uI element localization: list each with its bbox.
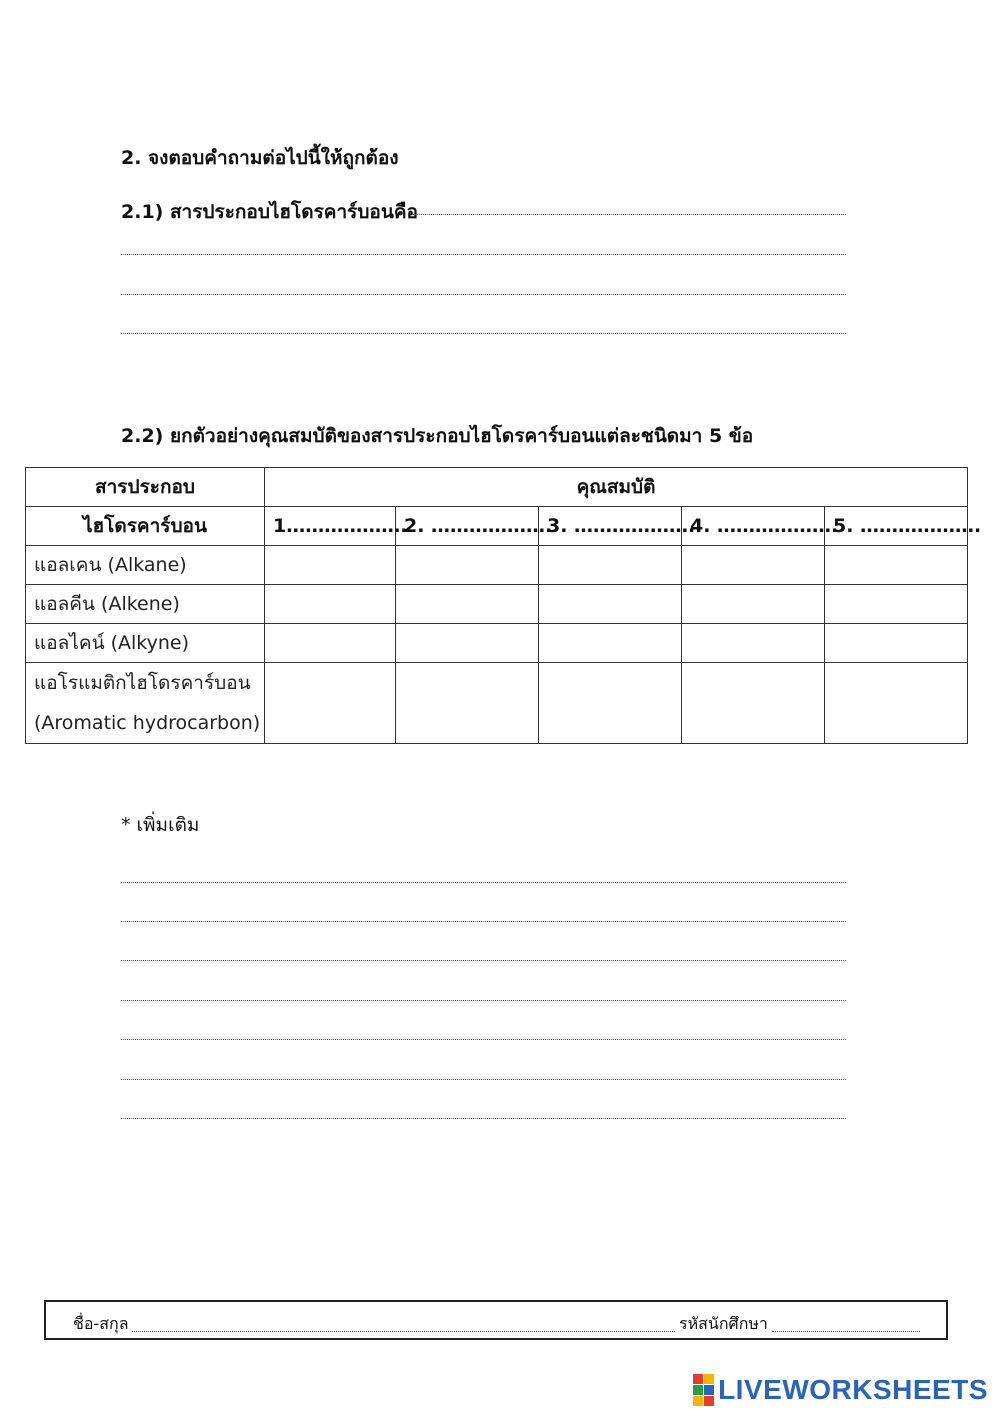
notes-line-1[interactable] [121,882,846,883]
answer-cell[interactable] [825,624,968,663]
answer-cell[interactable] [396,663,539,744]
properties-table [25,467,982,744]
liveworksheets-logo [693,1374,988,1406]
name-field[interactable] [132,1331,675,1332]
answer-cell[interactable] [396,585,539,624]
answer-cell[interactable] [682,585,825,624]
row-label-aromatic-thai: แอโรแมติกไฮโดรคาร์บอน [34,672,251,694]
question-2-2-label: 2.2) ยกตัวอย่างคุณสมบัติของสารประกอบไฮโดรคาร์บอนแต่ละชนิดมา 5 ข้อ [121,425,754,447]
row-label-alkene: แอลคีน (Alkene) [26,585,265,624]
question-title: 2. จงตอบคำถามต่อไปนี้ให้ถูกต้อง [121,147,399,169]
answer-line-2-1-a[interactable] [121,254,846,255]
table-row [26,546,968,585]
notes-line-3[interactable] [121,960,846,961]
answer-cell[interactable] [682,624,825,663]
answer-line-2-1-c[interactable] [121,333,846,334]
name-label: ชื่อ-สกุล [73,1314,129,1333]
row-label-alkane: แอลเคน (Alkane) [26,546,265,585]
row-label-aromatic-english: (Aromatic hydrocarbon) [34,712,261,734]
answer-cell[interactable] [825,663,968,744]
property-number-5: 5. ………………. [825,507,968,546]
notes-line-6[interactable] [121,1079,846,1080]
answer-cell[interactable] [539,546,682,585]
answer-cell[interactable] [265,624,396,663]
property-number-2: 2. ………………. [396,507,539,546]
table-row [26,663,968,744]
answer-cell[interactable] [265,663,396,744]
student-info-box [44,1300,948,1340]
answer-cell[interactable] [539,663,682,744]
property-number-1: 1………………. [265,507,396,546]
answer-cell[interactable] [682,546,825,585]
header-compound-line1: สารประกอบ [26,468,265,507]
answer-line-2-1-inline[interactable] [412,214,846,215]
logo-text: LIVEWORKSHEETS [718,1374,988,1405]
answer-cell[interactable] [539,624,682,663]
answer-cell[interactable] [539,585,682,624]
logo-icon [693,1374,714,1406]
property-number-3: 3. ………………. [539,507,682,546]
notes-line-4[interactable] [121,1000,846,1001]
student-id-label: รหัสนักศึกษา [679,1314,768,1333]
answer-cell[interactable] [265,546,396,585]
question-2-1-label: 2.1) สารประกอบไฮโดรคาร์บอนคือ [121,201,418,223]
answer-line-2-1-b[interactable] [121,294,846,295]
answer-cell[interactable] [825,585,968,624]
answer-cell[interactable] [682,663,825,744]
answer-cell[interactable] [825,546,968,585]
row-label-aromatic [26,663,265,744]
notes-line-2[interactable] [121,921,846,922]
property-number-4: 4. ………………. [682,507,825,546]
notes-line-7[interactable] [121,1118,846,1119]
student-id-field[interactable] [772,1331,920,1332]
header-compound-line2: ไฮโดรคาร์บอน [26,507,265,546]
answer-cell[interactable] [396,546,539,585]
answer-cell[interactable] [265,585,396,624]
notes-line-5[interactable] [121,1039,846,1040]
answer-cell[interactable] [396,624,539,663]
additional-notes-label: * เพิ่มเติม [121,814,200,836]
table-row [26,624,968,663]
table-row [26,585,968,624]
row-label-alkyne: แอลไคน์ (Alkyne) [26,624,265,663]
header-properties: คุณสมบัติ [265,468,968,507]
